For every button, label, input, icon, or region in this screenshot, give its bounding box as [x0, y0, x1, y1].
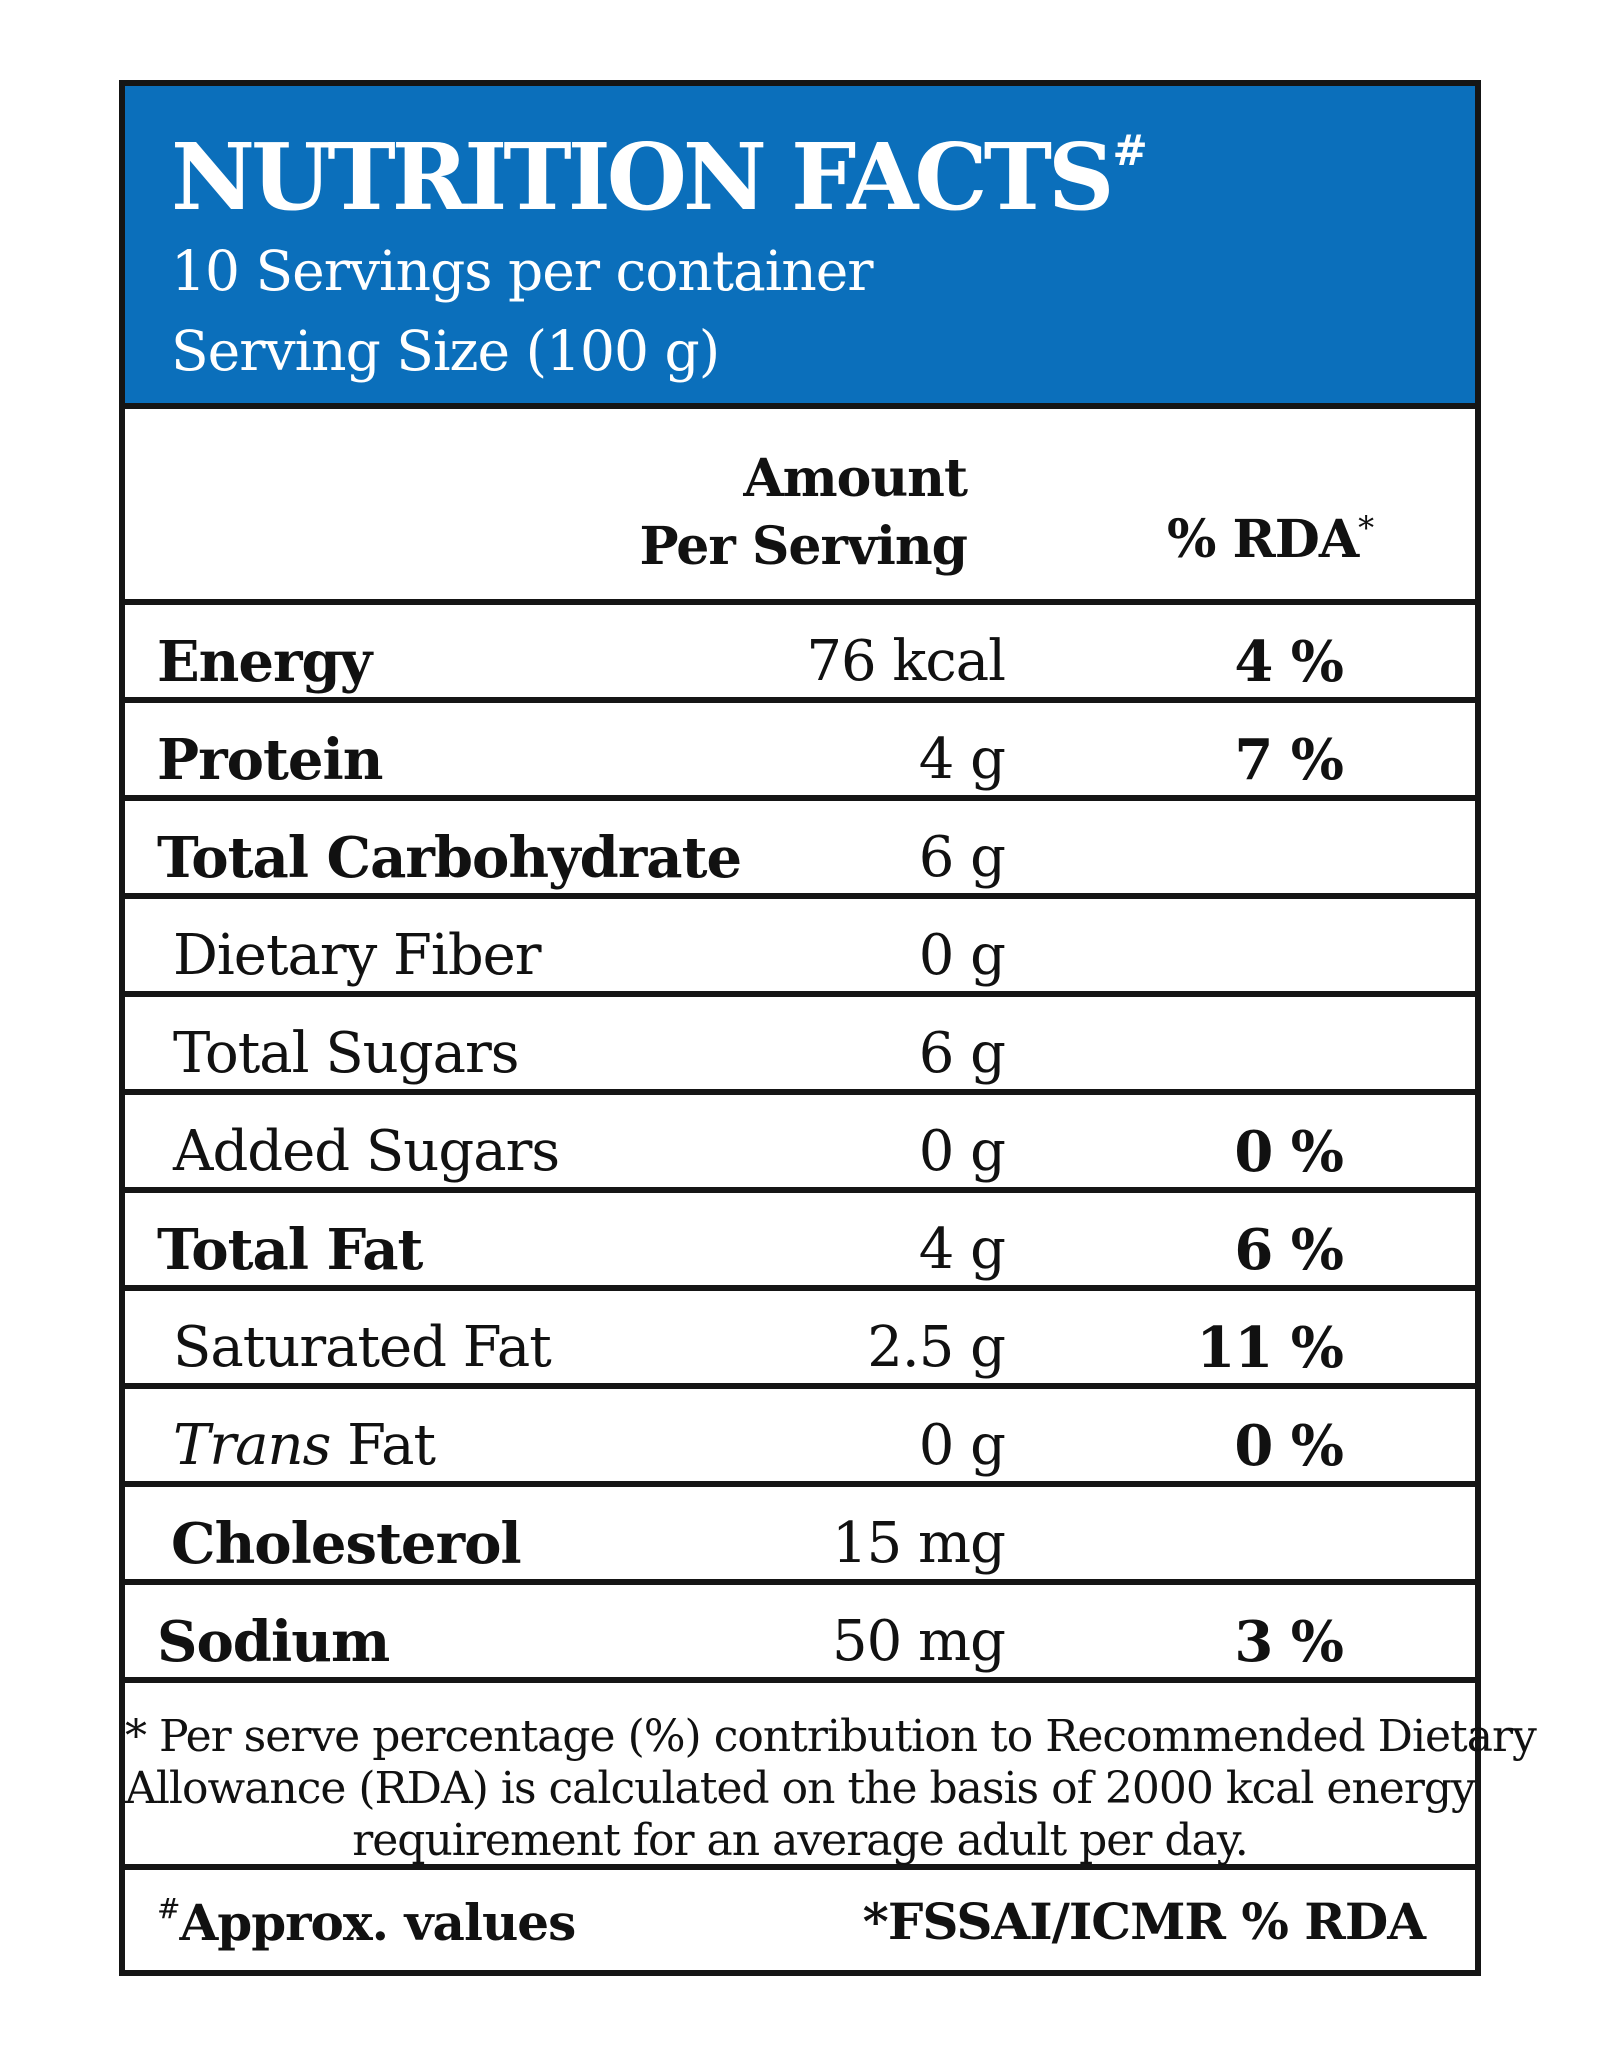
nutrient-row-dietary-fiber [125, 899, 1475, 997]
nutrient-amount: 6 g [918, 1021, 1005, 1086]
nutrient-amount: 0 g [918, 1119, 1005, 1184]
label-header [125, 86, 1475, 409]
nutrient-name: Dietary Fiber [173, 923, 541, 988]
nutrient-rda: 11 % [1196, 1315, 1343, 1381]
nutrient-row-total-carbohydrate [125, 801, 1475, 899]
nutrient-row-trans-fat [125, 1389, 1475, 1487]
label-title [171, 123, 1148, 231]
nutrient-rda: 4 % [1234, 629, 1343, 695]
rda-heading-text: % RDA [1167, 509, 1359, 570]
nutrient-name-rest: Fat [330, 1413, 436, 1478]
footnote-line3: requirement for an average adult per day. [352, 1815, 1248, 1866]
nutrient-amount: 4 g [918, 727, 1005, 792]
rda-source-note: *FSSAI/ICMR % RDA [862, 1892, 1425, 1951]
nutrient-amount: 0 g [918, 1413, 1005, 1478]
nutrient-rda: 3 % [1234, 1609, 1343, 1675]
nutrient-row-energy [125, 605, 1475, 703]
nutrient-name [173, 1413, 435, 1478]
nutrient-rda: 0 % [1234, 1119, 1343, 1185]
nutrient-name: Saturated Fat [173, 1315, 551, 1380]
nutrient-row-cholesterol [125, 1487, 1475, 1585]
nutrient-amount: 0 g [918, 923, 1005, 988]
serving-size: Serving Size (100 g) [171, 319, 720, 383]
nutrient-rda: 7 % [1234, 727, 1343, 793]
nutrient-rows [125, 605, 1475, 1683]
approx-mark: # [157, 1892, 180, 1925]
approx-text: Approx. values [179, 1893, 576, 1952]
nutrient-row-sodium [125, 1585, 1475, 1683]
nutrient-amount: 15 mg [831, 1511, 1005, 1576]
nutrient-row-total-fat [125, 1193, 1475, 1291]
nutrient-row-saturated-fat [125, 1291, 1475, 1389]
nutrient-name-italic: Trans [173, 1413, 331, 1478]
rda-heading [1167, 509, 1373, 570]
nutrient-amount: 76 kcal [806, 629, 1005, 694]
nutrient-row-total-sugars [125, 997, 1475, 1095]
approx-values-note [157, 1892, 575, 1952]
title-mark: # [1112, 126, 1148, 175]
servings-per-container: 10 Servings per container [171, 239, 873, 303]
nutrient-name: Cholesterol [171, 1511, 521, 1577]
title-text: NUTRITION FACTS [171, 123, 1111, 231]
nutrient-row-added-sugars [125, 1095, 1475, 1193]
nutrient-row-protein [125, 703, 1475, 801]
amount-heading-line2: Per Serving [639, 516, 967, 577]
nutrient-name: Total Fat [157, 1217, 423, 1283]
footnote-line2: Allowance (RDA) is calculated on the basis of 2000 kcal energy [125, 1763, 1475, 1814]
nutrient-name: Total Carbohydrate [157, 825, 742, 891]
label-bottom [125, 1870, 1475, 1976]
nutrient-name: Protein [157, 727, 383, 793]
nutrient-rda: 0 % [1234, 1413, 1343, 1479]
nutrient-amount: 50 mg [831, 1609, 1005, 1674]
column-headers [125, 409, 1475, 605]
nutrient-rda: 6 % [1234, 1217, 1343, 1283]
nutrition-facts-label [119, 80, 1536, 1976]
amount-per-serving-heading [640, 445, 967, 581]
nutrient-name: Sodium [157, 1609, 390, 1675]
nutrient-amount: 6 g [918, 825, 1005, 890]
rda-footnote [125, 1697, 1536, 1870]
amount-heading-line1: Amount [743, 448, 967, 509]
footnote-line1: * Per serve percentage (%) contribution to Recommended Dietary [125, 1711, 1536, 1762]
rda-heading-mark: * [1358, 509, 1374, 547]
nutrient-amount: 4 g [918, 1217, 1005, 1282]
nutrient-name: Added Sugars [173, 1119, 560, 1184]
nutrient-name: Total Sugars [173, 1021, 519, 1086]
nutrient-name: Energy [157, 629, 372, 695]
nutrient-amount: 2.5 g [867, 1315, 1005, 1380]
